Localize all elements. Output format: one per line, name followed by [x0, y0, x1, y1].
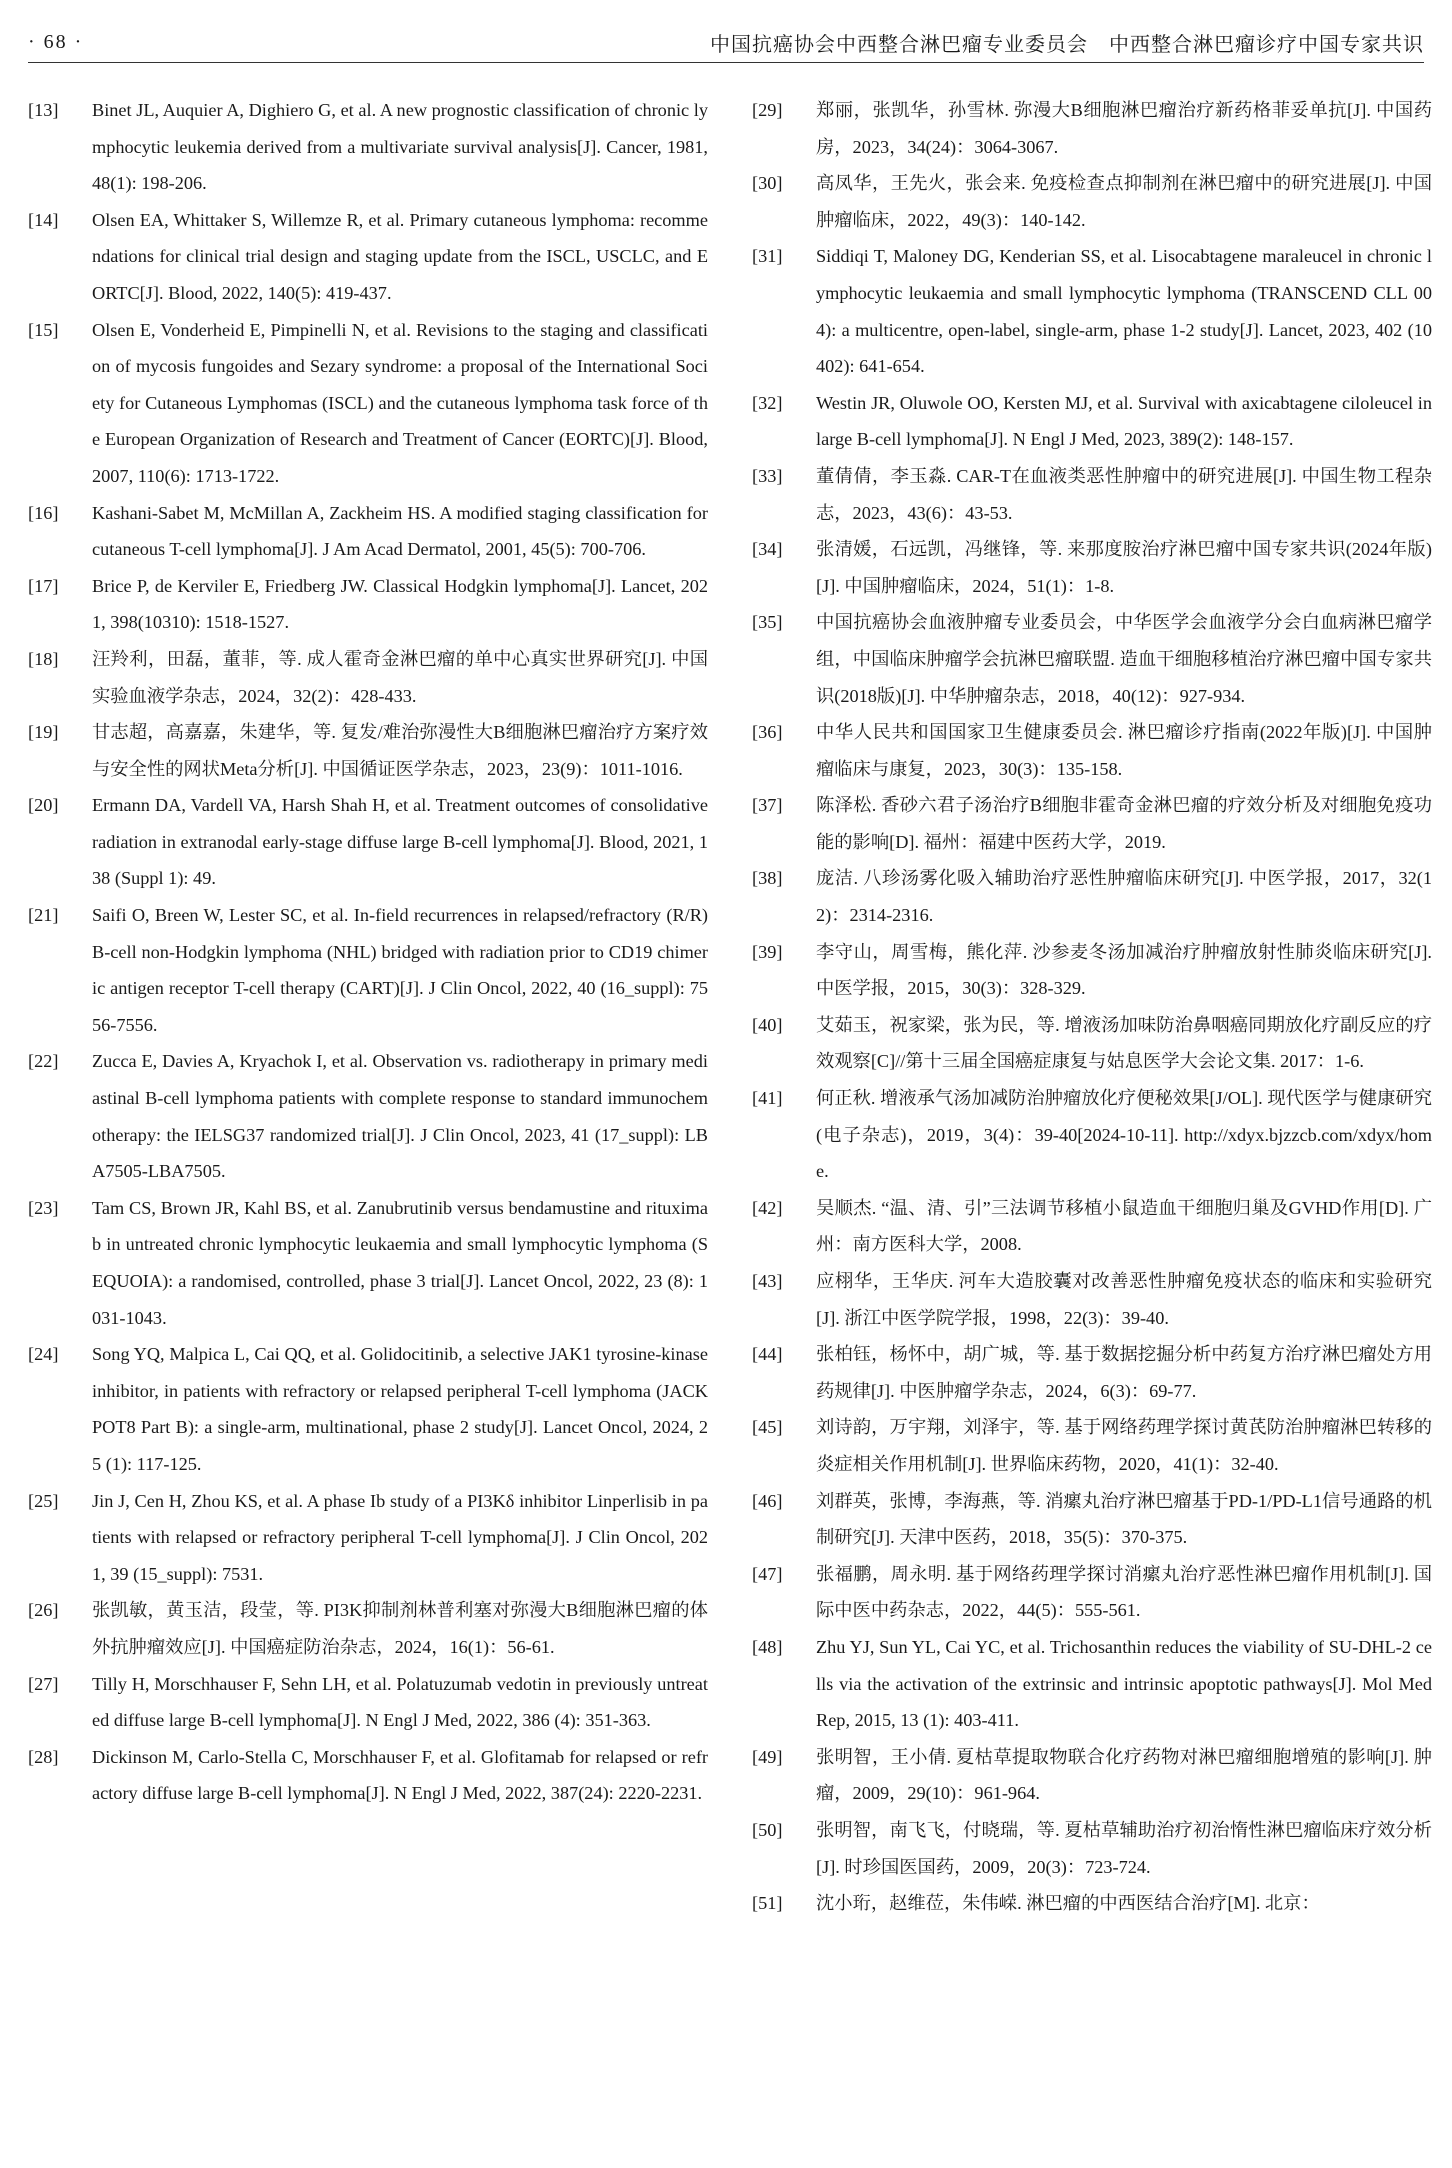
reference-text: 沈小珩，赵维莅，朱伟嵘. 淋巴瘤的中西医结合治疗[M]. 北京： [816, 1893, 1320, 1914]
reference-item [752, 1629, 1432, 1739]
reference-number: [39] [752, 941, 783, 962]
reference-number: [43] [752, 1271, 783, 1291]
reference-item [752, 385, 1432, 458]
reference-number: [22] [28, 1051, 59, 1072]
reference-item [752, 1080, 1432, 1190]
reference-item [28, 1666, 708, 1739]
reference-number: [51] [752, 1893, 783, 1914]
reference-number: [28] [28, 1746, 59, 1767]
reference-item [752, 1336, 1432, 1409]
reference-number: [45] [752, 1417, 783, 1438]
reference-number: [13] [28, 100, 59, 120]
reference-text: 中华人民共和国国家卫生健康委员会. 淋巴瘤诊疗指南(2022年版)[J]. 中国肿瘤临床与康复，2023，30(3)：135-158. [816, 722, 1432, 779]
reference-number: [20] [28, 795, 59, 816]
page-number: · 68 · [28, 30, 84, 53]
reference-text: Siddiqi T, Maloney DG, Kenderian SS, et al. Lisocabtagene maraleucel in chronic lymphocytic leukaemia and small lymphocytic lymphoma (TRANSCEND CLL 004): a multicentre, open-label, single-arm, phase 1-2 study[J]. Lancet, 2023, 402 (10402): 641-654. [816, 246, 1432, 377]
reference-number: [46] [752, 1490, 783, 1511]
reference-number: [47] [752, 1563, 783, 1584]
reference-item [28, 714, 708, 787]
reference-text: Ermann DA, Vardell VA, Harsh Shah H, et al. Treatment outcomes of consolidative radiation in extranodal early-stage diffuse large B-cell lymphoma[J]. Blood, 2021, 138 (Suppl 1): 49. [92, 795, 708, 889]
reference-text: Brice P, de Kerviler E, Friedberg JW. Classical Hodgkin lymphoma[J]. Lancet, 2021, 398(10310): 1518-1527. [92, 575, 708, 633]
reference-number: [14] [28, 209, 59, 230]
reference-item [752, 604, 1432, 714]
reference-item [28, 1592, 708, 1665]
reference-text: 张柏钰，杨怀中，胡广城，等. 基于数据挖掘分析中药复方治疗淋巴瘤处方用药规律[J]. 中医肿瘤学杂志，2024，6(3)：69-77. [816, 1344, 1432, 1401]
reference-item [752, 1812, 1432, 1885]
reference-text: 甘志超，高嘉嘉，朱建华，等. 复发/难治弥漫性大B细胞淋巴瘤治疗方案疗效与安全性的网状Meta分析[J]. 中国循证医学杂志，2023，23(9)：1011-1016. [92, 722, 708, 779]
reference-number: [35] [752, 612, 783, 633]
reference-item [28, 1043, 708, 1189]
references-left-column [28, 92, 708, 2168]
reference-text: Dickinson M, Carlo-Stella C, Morschhauser F, et al. Glofitamab for relapsed or refractory diffuse large B-cell lymphoma[J]. N Engl J Med, 2022, 387(24): 2220-2231. [92, 1746, 708, 1804]
reference-number: [40] [752, 1014, 783, 1035]
reference-number: [31] [752, 246, 783, 267]
reference-text: 中国抗癌协会血液肿瘤专业委员会，中华医学会血液学分会白血病淋巴瘤学组，中国临床肿瘤学会抗淋巴瘤联盟. 造血干细胞移植治疗淋巴瘤中国专家共识(2018版)[J]. 中华肿瘤杂志，2018，40(12)：927-934. [816, 612, 1432, 706]
reference-item [752, 458, 1432, 531]
reference-text: Tilly H, Morschhauser F, Sehn LH, et al. Polatuzumab vedotin in previously untreated diffuse large B-cell lymphoma[J]. N Engl J Med, 2022, 386 (4): 351-363. [92, 1673, 708, 1731]
reference-text: 张福鹏，周永明. 基于网络药理学探讨消瘰丸治疗恶性淋巴瘤作用机制[J]. 国际中医中药杂志，2022，44(5)：555-561. [816, 1563, 1432, 1621]
reference-number: [15] [28, 319, 59, 340]
reference-text: Jin J, Cen H, Zhou KS, et al. A phase Ib study of a PI3Kδ inhibitor Linperlisib in patients with relapsed or refractory peripheral T-cell lymphoma[J]. J Clin Oncol, 2021, 39 (15_suppl): 7531. [92, 1490, 708, 1584]
reference-text: 陈泽松. 香砂六君子汤治疗B细胞非霍奇金淋巴瘤的疗效分析及对细胞免疫功能的影响[D]. 福州：福建中医药大学，2019. [816, 795, 1432, 852]
reference-number: [26] [28, 1600, 59, 1621]
reference-text: Binet JL, Auquier A, Dighiero G, et al. A new prognostic classification of chronic lymphocytic leukemia derived from a multivariate survival analysis[J]. Cancer, 1981, 48(1): 198-206. [92, 100, 708, 194]
references-right-column [752, 92, 1432, 2168]
reference-item [28, 897, 708, 1043]
reference-text: 吴顺杰. “温、清、引”三法调节移植小鼠造血干细胞归巢及GVHD作用[D]. 广州：南方医科大学，2008. [816, 1197, 1432, 1255]
page-header [28, 22, 1424, 63]
reference-number: [17] [28, 575, 59, 596]
reference-item [28, 568, 708, 641]
reference-number: [18] [28, 648, 59, 669]
reference-number: [42] [752, 1197, 783, 1218]
reference-number: [44] [752, 1344, 783, 1365]
reference-text: 刘群英，张博，李海燕，等. 消瘰丸治疗淋巴瘤基于PD-1/PD-L1信号通路的机制研究[J]. 天津中医药，2018，35(5)：370-375. [816, 1490, 1432, 1548]
reference-number: [21] [28, 905, 59, 926]
reference-text: Olsen E, Vonderheid E, Pimpinelli N, et al. Revisions to the staging and classification of mycosis fungoides and Sezary syndrome: a proposal of the International Society for Cutaneous Lymphomas (ISCL) and the cutaneous lymphoma task force of the European Organization of Research and Treatment of Cancer (EORTC)[J]. Blood, 2007, 110(6): 1713-1722. [92, 319, 708, 486]
reference-text: 高凤华，王先火，张会来. 免疫检查点抑制剂在淋巴瘤中的研究进展[J]. 中国肿瘤临床，2022，49(3)：140-142. [816, 173, 1432, 230]
reference-number: [27] [28, 1673, 59, 1694]
reference-item [752, 1263, 1432, 1336]
reference-item [752, 1409, 1432, 1482]
reference-text: Tam CS, Brown JR, Kahl BS, et al. Zanubrutinib versus bendamustine and rituximab in untreated chronic lymphocytic leukaemia and small lymphocytic lymphoma (SEQUOIA): a randomised, controlled, phase 3 trial[J]. Lancet Oncol, 2022, 23 (8): 1031-1043. [92, 1197, 708, 1328]
reference-number: [19] [28, 722, 59, 743]
reference-number: [49] [752, 1746, 783, 1767]
reference-item [28, 1336, 708, 1482]
reference-text: 郑丽，张凯华，孙雪林. 弥漫大B细胞淋巴瘤治疗新药格菲妥单抗[J]. 中国药房，2023，34(24)：3064-3067. [816, 100, 1432, 157]
reference-text: 董倩倩，李玉淼. CAR-T在血液类恶性肿瘤中的研究进展[J]. 中国生物工程杂志，2023，43(6)：43-53. [816, 465, 1432, 523]
reference-item [28, 1483, 708, 1593]
reference-item [752, 1007, 1432, 1080]
reference-item [752, 787, 1432, 860]
reference-text: 李守山，周雪梅，熊化萍. 沙参麦冬汤加减治疗肿瘤放射性肺炎临床研究[J]. 中医学报，2015，30(3)：328-329. [816, 941, 1432, 999]
reference-item [752, 714, 1432, 787]
reference-text: 张清媛，石远凯，冯继锋，等. 来那度胺治疗淋巴瘤中国专家共识(2024年版)[J]. 中国肿瘤临床，2024，51(1)：1-8. [816, 539, 1432, 596]
reference-item [752, 238, 1432, 384]
reference-text: 应栩华，王华庆. 河车大造胶囊对改善恶性肿瘤免疫状态的临床和实验研究[J]. 浙江中医学院学报，1998，22(3)：39-40. [816, 1271, 1432, 1328]
reference-item [28, 641, 708, 714]
reference-number: [34] [752, 539, 783, 560]
reference-text: 何正秋. 增液承气汤加减防治肿瘤放化疗便秘效果[J/OL]. 现代医学与健康研究(电子杂志)，2019，3(4)：39-40[2024-10-11]. http://xdyx.bjzzcb.com/xdyx/home. [816, 1088, 1432, 1182]
reference-item [28, 495, 708, 568]
reference-item [28, 92, 708, 202]
reference-number: [36] [752, 722, 783, 743]
reference-text: Zucca E, Davies A, Kryachok I, et al. Observation vs. radiotherapy in primary mediastinal B-cell lymphoma patients with complete response to standard immunochemotherapy: the IELSG37 randomized trial[J]. J Clin Oncol, 2023, 41 (17_suppl): LBA7505-LBA7505. [92, 1051, 708, 1182]
running-title: 中国抗癌协会中西整合淋巴瘤专业委员会 中西整合淋巴瘤诊疗中国专家共识 [710, 33, 1424, 56]
reference-text: Kashani-Sabet M, McMillan A, Zackheim HS. A modified staging classification for cutaneous T-cell lymphoma[J]. J Am Acad Dermatol, 2001, 45(5): 700-706. [92, 502, 708, 560]
reference-item [752, 1190, 1432, 1263]
reference-text: 庞洁. 八珍汤雾化吸入辅助治疗恶性肿瘤临床研究[J]. 中医学报，2017，32(12)：2314-2316. [816, 868, 1432, 926]
reference-text: 艾茹玉，祝家梁，张为民，等. 增液汤加味防治鼻咽癌同期放化疗副反应的疗效观察[C]//第十三届全国癌症康复与姑息医学大会论文集. 2017：1-6. [816, 1014, 1432, 1072]
reference-text: Westin JR, Oluwole OO, Kersten MJ, et al. Survival with axicabtagene ciloleucel in large B-cell lymphoma[J]. N Engl J Med, 2023, 389(2): 148-157. [816, 392, 1432, 450]
reference-number: [38] [752, 868, 783, 889]
reference-number: [37] [752, 795, 783, 816]
reference-item [752, 860, 1432, 933]
reference-item [752, 934, 1432, 1007]
reference-number: [25] [28, 1490, 59, 1511]
reference-item [752, 531, 1432, 604]
reference-text: 张明智，南飞飞，付晓瑞，等. 夏枯草辅助治疗初治惰性淋巴瘤临床疗效分析[J]. 时珍国医国药，2009，20(3)：723-724. [816, 1819, 1432, 1877]
reference-text: 张凯敏，黄玉洁，段莹，等. PI3K抑制剂林普利塞对弥漫大B细胞淋巴瘤的体外抗肿瘤效应[J]. 中国癌症防治杂志，2024，16(1)：56-61. [92, 1600, 708, 1657]
reference-item [752, 1885, 1432, 1922]
reference-number: [32] [752, 392, 783, 413]
reference-number: [23] [28, 1197, 59, 1218]
reference-item [752, 1739, 1432, 1812]
reference-number: [16] [28, 502, 59, 523]
reference-item [752, 1483, 1432, 1556]
reference-item [28, 1190, 708, 1336]
reference-text: Song YQ, Malpica L, Cai QQ, et al. Golidocitinib, a selective JAK1 tyrosine-kinase inhibitor, in patients with refractory or relapsed peripheral T-cell lymphoma (JACKPOT8 Part B): a single-arm, multinational, phase 2 study[J]. Lancet Oncol, 2024, 25 (1): 117-125. [92, 1344, 708, 1474]
reference-item [752, 1556, 1432, 1629]
reference-number: [29] [752, 100, 783, 120]
reference-item [752, 165, 1432, 238]
reference-number: [48] [752, 1636, 783, 1657]
reference-item [28, 312, 708, 495]
reference-text: Zhu YJ, Sun YL, Cai YC, et al. Trichosanthin reduces the viability of SU-DHL-2 cells via the activation of the extrinsic and intrinsic apoptotic pathways[J]. Mol Med Rep, 2015, 13 (1): 403-411. [816, 1636, 1432, 1731]
reference-item [28, 787, 708, 897]
reference-text: Saifi O, Breen W, Lester SC, et al. In-field recurrences in relapsed/refractory (R/R) B-cell non-Hodgkin lymphoma (NHL) bridged with radiation prior to CD19 chimeric antigen receptor T-cell therapy (CART)[J]. J Clin Oncol, 2022, 40 (16_suppl): 7556-7556. [92, 905, 708, 1035]
reference-number: [24] [28, 1344, 59, 1365]
reference-text: Olsen EA, Whittaker S, Willemze R, et al. Primary cutaneous lymphoma: recommendations for clinical trial design and staging update from the ISCL, USCLC, and EORTC[J]. Blood, 2022, 140(5): 419-437. [92, 209, 708, 303]
reference-text: 张明智，王小倩. 夏枯草提取物联合化疗药物对淋巴瘤细胞增殖的影响[J]. 肿瘤，2009，29(10)：961-964. [816, 1746, 1432, 1804]
reference-number: [30] [752, 173, 783, 194]
reference-text: 汪羚利，田磊，董菲，等. 成人霍奇金淋巴瘤的单中心真实世界研究[J]. 中国实验血液学杂志，2024，32(2)：428-433. [92, 648, 708, 706]
reference-number: [50] [752, 1819, 783, 1840]
reference-number: [41] [752, 1088, 783, 1109]
reference-item [28, 1739, 708, 1812]
reference-item [752, 92, 1432, 165]
reference-text: 刘诗韵，万宇翔，刘泽宇，等. 基于网络药理学探讨黄芪防治肿瘤淋巴转移的炎症相关作用机制[J]. 世界临床药物，2020，41(1)：32-40. [816, 1417, 1432, 1474]
reference-item [28, 202, 708, 312]
reference-number: [33] [752, 465, 783, 486]
